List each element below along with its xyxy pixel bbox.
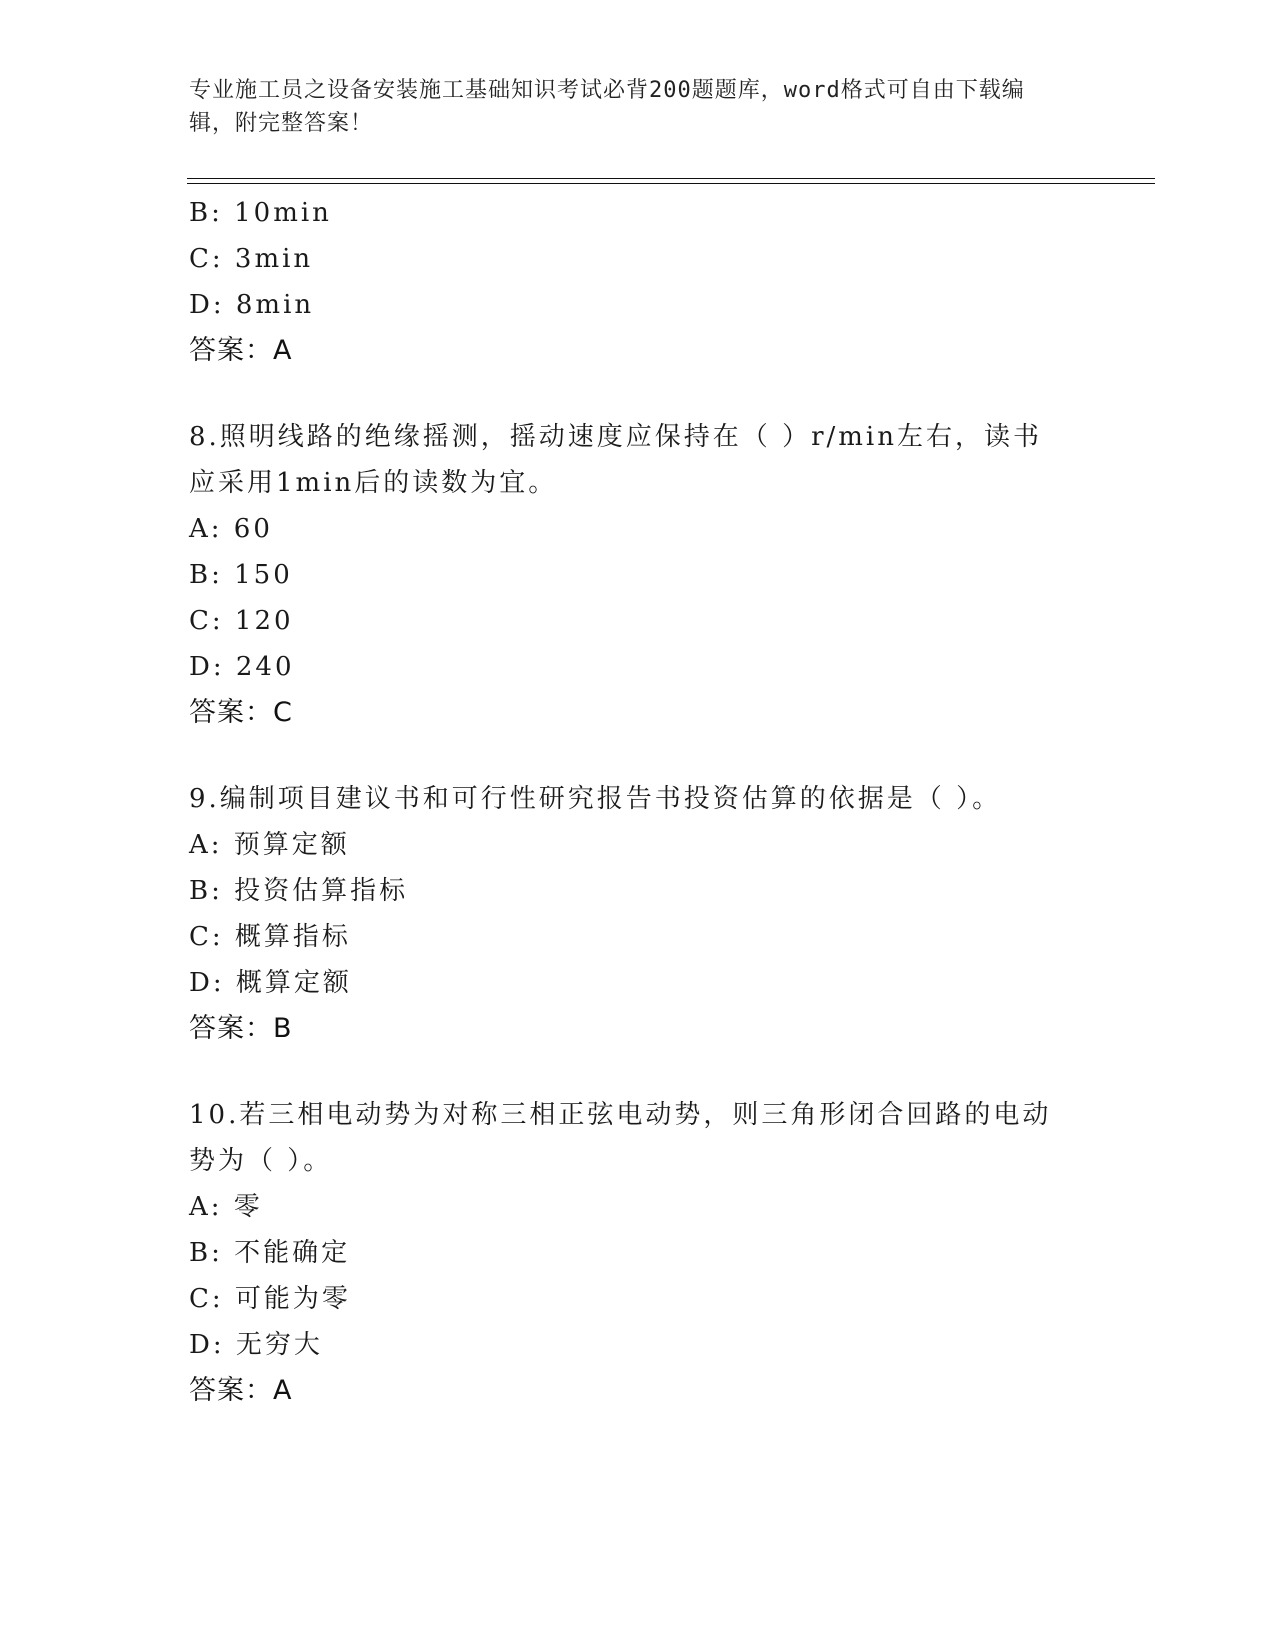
option-c: C: 3min bbox=[189, 244, 314, 274]
question-continuation bbox=[189, 190, 1089, 374]
option-d: D: 无穷大 bbox=[189, 1330, 323, 1360]
option-c: C: 概算指标 bbox=[189, 922, 351, 952]
option-b: B: 150 bbox=[189, 560, 293, 590]
option-a: A: 60 bbox=[189, 514, 273, 544]
header-rule-bottom bbox=[187, 183, 1155, 184]
answer-line: 答案：B bbox=[189, 1013, 293, 1044]
option-d: D: 8min bbox=[189, 290, 315, 320]
option-d: D: 概算定额 bbox=[189, 968, 352, 998]
question-text: 9.编制项目建议书和可行性研究报告书投资估算的依据是（ ）。 bbox=[189, 784, 1002, 814]
option-a: A: 预算定额 bbox=[189, 830, 350, 860]
document-body bbox=[189, 190, 1089, 1414]
header-rule-top bbox=[187, 178, 1155, 179]
question-text: 10.若三相电动势为对称三相正弦电动势，则三角形闭合回路的电动势为（ ）。 bbox=[189, 1100, 1052, 1176]
question-10 bbox=[189, 1092, 1089, 1414]
answer-line: 答案：A bbox=[189, 335, 293, 366]
answer-line: 答案：A bbox=[189, 1375, 293, 1406]
question-9 bbox=[189, 776, 1089, 1052]
option-d: D: 240 bbox=[189, 652, 295, 682]
option-b: B: 投资估算指标 bbox=[189, 876, 409, 906]
option-c: C: 120 bbox=[189, 606, 294, 636]
answer-line: 答案：C bbox=[189, 697, 293, 728]
document-header: 专业施工员之设备安装施工基础知识考试必背200题题库，word格式可自由下载编辑，附完整答案！ bbox=[189, 78, 1025, 136]
option-b: B: 不能确定 bbox=[189, 1238, 351, 1268]
question-text: 8.照明线路的绝缘摇测，摇动速度应保持在（ ）r/min左右，读书应采用1min后的读数为宜。 bbox=[189, 422, 1042, 498]
question-8 bbox=[189, 414, 1089, 736]
option-a: A: 零 bbox=[189, 1192, 263, 1222]
option-c: C: 可能为零 bbox=[189, 1284, 351, 1314]
option-b: B: 10min bbox=[189, 198, 332, 228]
